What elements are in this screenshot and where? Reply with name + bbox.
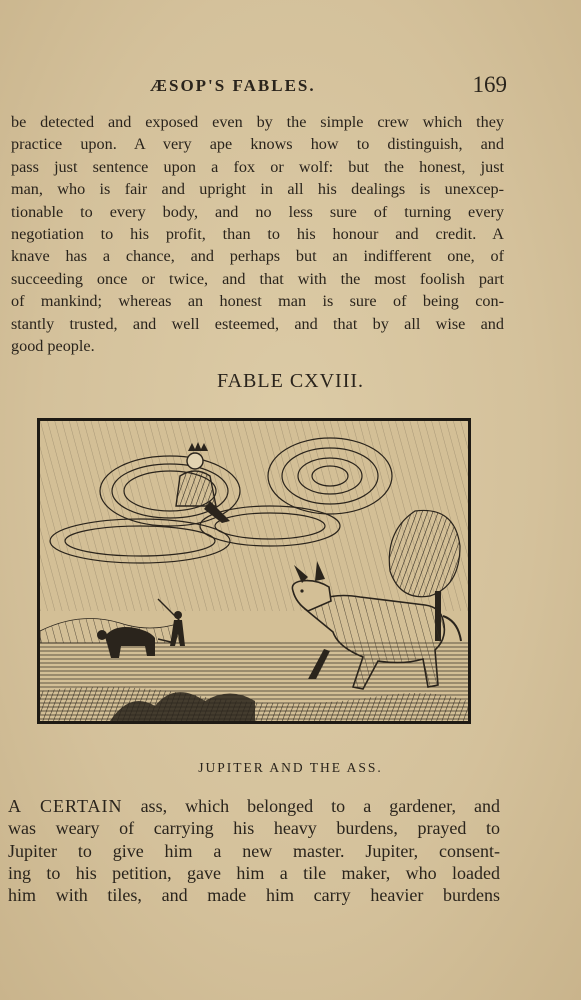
fable-paragraph <box>8 795 500 906</box>
text-line: practice upon. A very ape knows how to distinguish, and <box>11 135 504 154</box>
woodcut-engraving <box>40 421 468 721</box>
fable-heading: FABLE CXVIII. <box>216 370 365 392</box>
text-line: man, who is fair and upright in all his dealings is unexcep- <box>11 180 504 199</box>
fable-caption: JUPITER AND THE ASS. <box>198 760 383 775</box>
text-line: stantly trusted, and well esteemed, and that by all wise and <box>11 314 504 333</box>
text-line <box>8 795 500 817</box>
text-line: tionable to every body, and no less sure of turning every <box>11 202 504 221</box>
running-title: ÆSOP'S FABLES. <box>150 76 316 95</box>
text-line: pass just sentence upon a fox or wolf: but the honest, just <box>11 157 504 176</box>
first-line-text: ass, which belonged to a gardener, and <box>122 796 501 816</box>
text-line: be detected and exposed even by the simple crew which they <box>11 113 504 131</box>
text-line: succeeding once or twice, and that with the most foolish part <box>11 269 504 288</box>
text-line: of mankind; whereas an honest man is sure of being con- <box>11 292 504 311</box>
opening-words: A CERTAIN <box>8 796 123 816</box>
woodcut-illustration <box>37 418 471 724</box>
text-line: was weary of carrying his heavy burdens, prayed to <box>8 818 500 839</box>
page-number: 169 <box>472 72 507 97</box>
text-line: knave has a chance, and perhaps but an indifferent one, of <box>11 247 504 266</box>
text-line: him with tiles, and made him carry heavier burdens <box>8 885 500 906</box>
running-head <box>0 74 581 100</box>
text-line: negotiation to his profit, than to his honour and credit. A <box>11 225 504 244</box>
text-line: good people. <box>11 337 95 356</box>
text-line: Jupiter to give him a new master. Jupiter, consent- <box>8 840 500 861</box>
continuation-paragraph <box>11 111 504 357</box>
text-line: ing to his petition, gave him a tile maker, who loaded <box>8 862 500 883</box>
